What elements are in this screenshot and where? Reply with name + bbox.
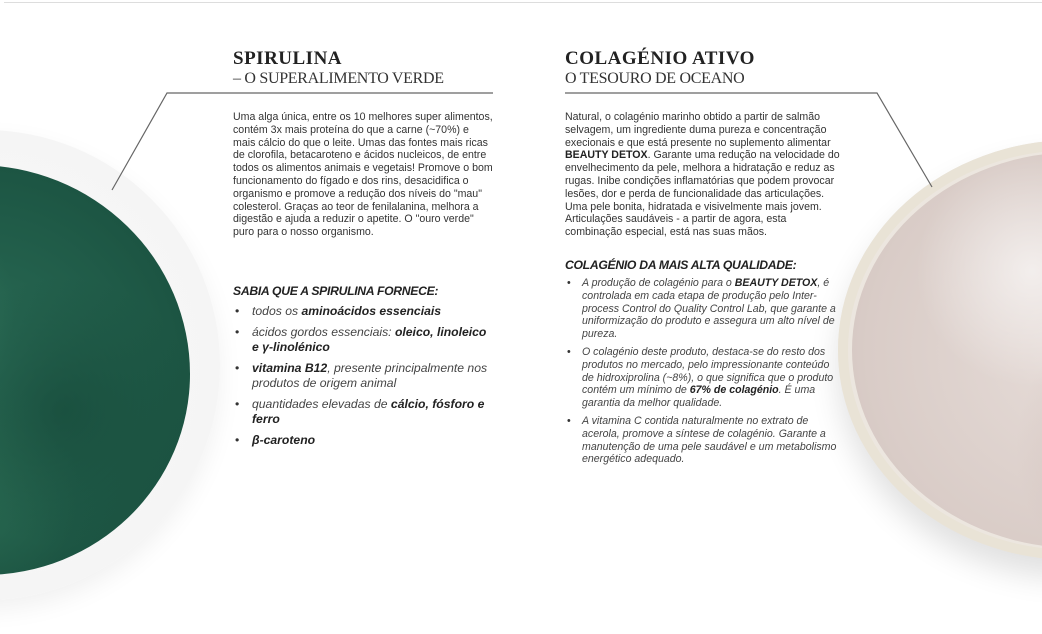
bullet-icon: • — [567, 345, 571, 358]
bullet-icon: • — [235, 432, 240, 447]
collagen-title: COLAGÉNIO ATIVO — [565, 48, 755, 69]
list-item: • β-caroteno — [235, 432, 316, 447]
bullet-icon: • — [235, 324, 240, 339]
bullet-icon: • — [235, 396, 240, 411]
bullet-icon: • — [567, 276, 571, 289]
list-item: • todos os aminoácidos essenciais — [235, 303, 442, 318]
list-item: • quantidades elevadas de cálcio, fósforo e ferro — [235, 396, 485, 426]
bullet-icon: • — [235, 303, 240, 318]
bullet-icon: • — [235, 360, 240, 375]
spirulina-title: SPIRULINA — [233, 48, 343, 69]
spirulina-list-heading: SABIA QUE A SPIRULINA FORNECE: — [233, 283, 439, 298]
list-item: • ácidos gordos essenciais: oleico, linoleico e γ-linolénico — [235, 324, 487, 354]
collagen-description: Natural, o colagénio marinho obtido a partir de salmão selvagem, um ingrediente duma pureza e concentração execionais e que está presente no suplemento alimentar BEAUTY DETOX. Garante uma redução na velocidade do envelhecimento da pele, melhora a hidratação e reduz as rugas. Inibe condições inflamatórias que podem provocar lesões, dor e perda de funcionalidade das articulações. Uma pele bonita, hidratada e visivelmente mais jovem. Articulações saudáveis - a partir de agora, esta combinação especial, está nas suas mãos. — [565, 111, 840, 239]
collagen-quality-list — [565, 277, 840, 466]
list-item: • vitamina B12, presente principalmente nos produtos de origem animal — [235, 360, 488, 390]
list-item: • O colagénio deste produto, destaca-se do resto dos produtos no mercado, pelo impressionante conteúdo de hidroxiprolina (~8%), o que significa que o produto contém um mínimo de 67% de colagénio. É uma garantia da melhor qualidade. — [567, 345, 834, 410]
spirulina-subtitle: – O SUPERALIMENTO VERDE — [233, 70, 444, 87]
collagen-list-heading: COLAGÉNIO DA MAIS ALTA QUALIDADE: — [565, 257, 797, 272]
spirulina-benefits-list — [233, 304, 493, 448]
spirulina-description: Uma alga única, entre os 10 melhores super alimentos, contém 3x mais proteína do que a carne (~70%) e mais cálcio do que o leite. Umas das fontes mais ricas de clorofila, betacaroteno e ácidos nucleicos, de entre todos os alimentos animais e vegetais! Promove o bom funcionamento do fígado e dos rins, desacidifica o organismo e promove a redução dos níveis do "mau" colesterol. Graças ao teor de fenilalanina, melhora a digestão e ajuda a reduzir o apetite. O "ouro verde" puro para o nosso organismo. — [233, 111, 493, 239]
list-item: • A vitamina C contida naturalmente no extrato de acerola, promove a síntese de colagénio. Garante a manutenção de uma pele saudável e um metabolismo energético adequado. — [567, 414, 837, 466]
spirulina-section — [233, 48, 493, 454]
collagen-section — [565, 48, 840, 471]
bullet-icon: • — [567, 414, 571, 427]
list-item: • A produção de colagénio para o BEAUTY DETOX, é controlada em cada etapa de produção pelo Inter-process Control do Quality Control Lab, que garante a uniformização do produto e assegura um alto nível de pureza. — [567, 276, 836, 341]
collagen-subtitle: O TESOURO DE OCEANO — [565, 70, 745, 87]
